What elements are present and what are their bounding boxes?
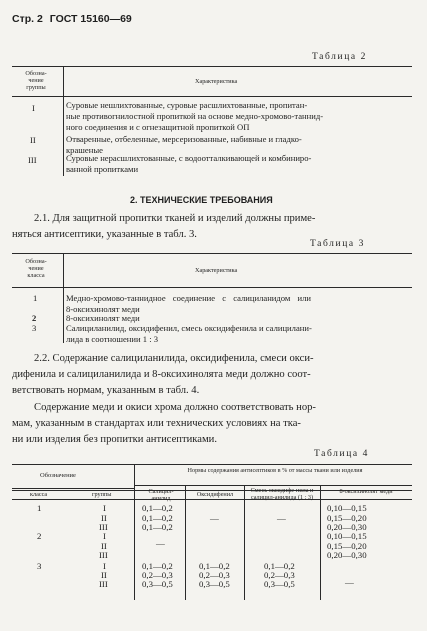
paragraph-2-2 xyxy=(12,351,314,399)
table4-oxy-cell: 0,3—0,5 xyxy=(199,579,230,589)
table4-top-rule xyxy=(12,464,412,465)
paragraph-line: ветствовать нормам, указанным в табл. 4. xyxy=(12,385,200,396)
table4-sal-cell: 0,1—0,2 xyxy=(142,503,173,513)
table2-col-group-line: Обозна- xyxy=(25,70,47,77)
table4-class-cell: 3 xyxy=(37,561,42,571)
table4-8ox-cell: 0,10—0,15 xyxy=(327,503,367,513)
table2-col-divider xyxy=(63,66,64,176)
table3-row-line: лида в соотношении 1 : 3 xyxy=(66,334,159,344)
table4-group-cell: III xyxy=(99,579,108,589)
table4-group-cell: II xyxy=(101,541,107,551)
paragraph-line: 2.1. Для защитной пропитки тканей и изделий должны приме- xyxy=(34,213,316,224)
table2-col-group-line: группы xyxy=(26,84,46,91)
table2-caption: Таблица 2 xyxy=(312,52,368,62)
table4-class-cell: 2 xyxy=(37,531,42,541)
table3-row-id: 2 xyxy=(32,313,37,323)
table4-subheader-rule xyxy=(12,499,412,500)
table4-col-divider xyxy=(185,486,186,600)
table4-8ox-cell: 0,10—0,15 xyxy=(327,531,367,541)
table3-row-line: 8-оксихинолят меди xyxy=(66,304,140,314)
table2-row-line: ного соединения и с огнезащитной пропиткой ОП xyxy=(66,122,250,132)
section-title: 2. ТЕХНИЧЕСКИЕ ТРЕБОВАНИЯ xyxy=(130,195,273,205)
table2-row-text xyxy=(66,153,311,175)
table4-8ox-cell: 0,15—0,20 xyxy=(327,541,367,551)
table3-row-text xyxy=(66,293,311,315)
page-header xyxy=(12,13,132,25)
table3-row-id: 1 xyxy=(33,293,38,303)
table4-mix-cell: 0,3—0,5 xyxy=(264,579,295,589)
table4-class-cell: 1 xyxy=(37,503,42,513)
paragraph-line: дифенила и салициланилида и 8-оксихинолята меди должно соот- xyxy=(12,369,311,380)
table4-group-cell: III xyxy=(99,550,108,560)
table4-col-divider xyxy=(320,486,321,600)
table4-class-header: класса xyxy=(30,491,48,498)
table3-col-class-line: Обозна- xyxy=(25,258,47,265)
paragraph-2-1 xyxy=(12,211,316,243)
table4-group-cell: I xyxy=(103,503,106,513)
table3-col-class-line: чение xyxy=(28,265,44,272)
table4-group-cell: II xyxy=(101,570,107,580)
table3-top-rule xyxy=(12,253,412,254)
table4-8ox-cell: — xyxy=(345,577,354,587)
table4-sal-cell: 0,2—0,3 xyxy=(142,570,173,580)
table2-row-text xyxy=(66,100,323,133)
table2-row-line: ванной пропитками xyxy=(66,164,139,174)
table3-row-line: Медно-хромово-таннидное соединение с салициланидом или xyxy=(66,293,311,303)
table4-oxy-cell: — xyxy=(210,513,219,523)
table4-col-divider xyxy=(244,486,245,600)
table4-mix-cell: 0,2—0,3 xyxy=(264,570,295,580)
table3-row-line: Салициланилид, оксидифенил, смесь оксидифенила и салицилани- xyxy=(66,323,312,333)
table2-row-line: Отваренные, отбеленные, мерсеризованные, набивные и гладко- xyxy=(66,134,302,144)
table4-mix-cell: — xyxy=(277,513,286,523)
table4-oxy-header: Оксидифенил xyxy=(196,491,234,498)
table4-norms-rule xyxy=(134,485,412,486)
table4-norms-header: Нормы содержания антисептиков в % от массы ткани или изделия xyxy=(187,467,363,474)
paragraph-line: мам, указанным в стандартах или технических условиях на тка- xyxy=(12,418,301,429)
table2-col-char-header: Характеристика xyxy=(195,78,238,85)
paragraph-line: Содержание меди и окиси хрома должно соответствовать нор- xyxy=(34,402,316,413)
table4-8ox-header: 8-оксихинолят меди xyxy=(339,488,393,495)
table3-caption: Таблица 3 xyxy=(310,239,366,249)
table4-caption: Таблица 4 xyxy=(314,449,370,459)
table3-row-line: 8-оксихинолят меди xyxy=(66,313,140,323)
table2-row-line: Суровые нешлихтованные, суровые расшлихтованные, пропитан- xyxy=(66,100,308,110)
paragraph-line: няться антисептики, указанные в табл. 3. xyxy=(12,229,197,240)
table2-header-rule xyxy=(12,96,412,97)
table2-row-id: II xyxy=(30,135,36,145)
table3-col-class-header xyxy=(12,258,60,279)
table3-row-id: 3 xyxy=(32,323,37,333)
table4-group-cell: II xyxy=(101,513,107,523)
table4-sal-cell: 0,1—0,2 xyxy=(142,522,173,532)
table4-sal-cell: 0,3—0,5 xyxy=(142,579,173,589)
paragraph-copper xyxy=(12,400,316,448)
table4-group-cell: I xyxy=(103,531,106,541)
table3-col-char-header: Характеристика xyxy=(195,267,238,274)
table3-col-class-line: класса xyxy=(27,272,45,279)
table4-designation-rule xyxy=(12,488,134,489)
table4-oxy-cell: 0,1—0,2 xyxy=(199,561,230,571)
table2-col-group-header xyxy=(12,70,60,91)
table4-sal-cell: 0,1—0,2 xyxy=(142,513,173,523)
table4-group-cell: I xyxy=(103,561,106,571)
table4-sal-cell: — xyxy=(156,538,165,548)
table4-oxy-cell: 0,2—0,3 xyxy=(199,570,230,580)
table4-8ox-cell: 0,20—0,30 xyxy=(327,550,367,560)
table2-row-id: I xyxy=(32,103,35,113)
table3-row-text xyxy=(66,323,312,345)
page-number: Стр. 2 xyxy=(12,13,43,25)
table4-group-cell: III xyxy=(99,522,108,532)
table2-row-line: Суровые нерасшлихтованные, с водоотталкивающей и комбиниро- xyxy=(66,153,312,163)
table2-row-id: III xyxy=(28,155,37,165)
table4-8ox-cell: 0,15—0,20 xyxy=(327,513,367,523)
table4-mix-cell: 0,1—0,2 xyxy=(264,561,295,571)
table4-sal-header: Салицил-анилид xyxy=(148,488,174,502)
table2-row-line: ные противогнилостной пропиткой на основе медно-хромово-таннид- xyxy=(66,111,324,121)
table4-group-header: группы xyxy=(92,491,112,498)
paragraph-line: 2.2. Содержание салициланилида, оксидифенила, смеси окси- xyxy=(34,353,314,364)
table4-mix-header: Смесь оксидифе-нила и салицил-анилида (1 : 3) xyxy=(250,487,314,501)
table2-col-group-line: чение xyxy=(28,77,44,84)
table3-col-divider xyxy=(63,253,64,343)
table4-sal-cell: 0,1—0,2 xyxy=(142,561,173,571)
table4-designation-header: Обозначение xyxy=(40,472,76,479)
standard-code: ГОСТ 15160—69 xyxy=(49,13,132,25)
paragraph-line: ни или изделия без пропитки антисептиками. xyxy=(12,434,217,445)
table3-header-rule xyxy=(12,287,412,288)
table2-row-line: крашеные xyxy=(66,145,103,155)
table4-8ox-cell: 0,20—0,30 xyxy=(327,522,367,532)
table2-top-rule xyxy=(12,66,412,67)
